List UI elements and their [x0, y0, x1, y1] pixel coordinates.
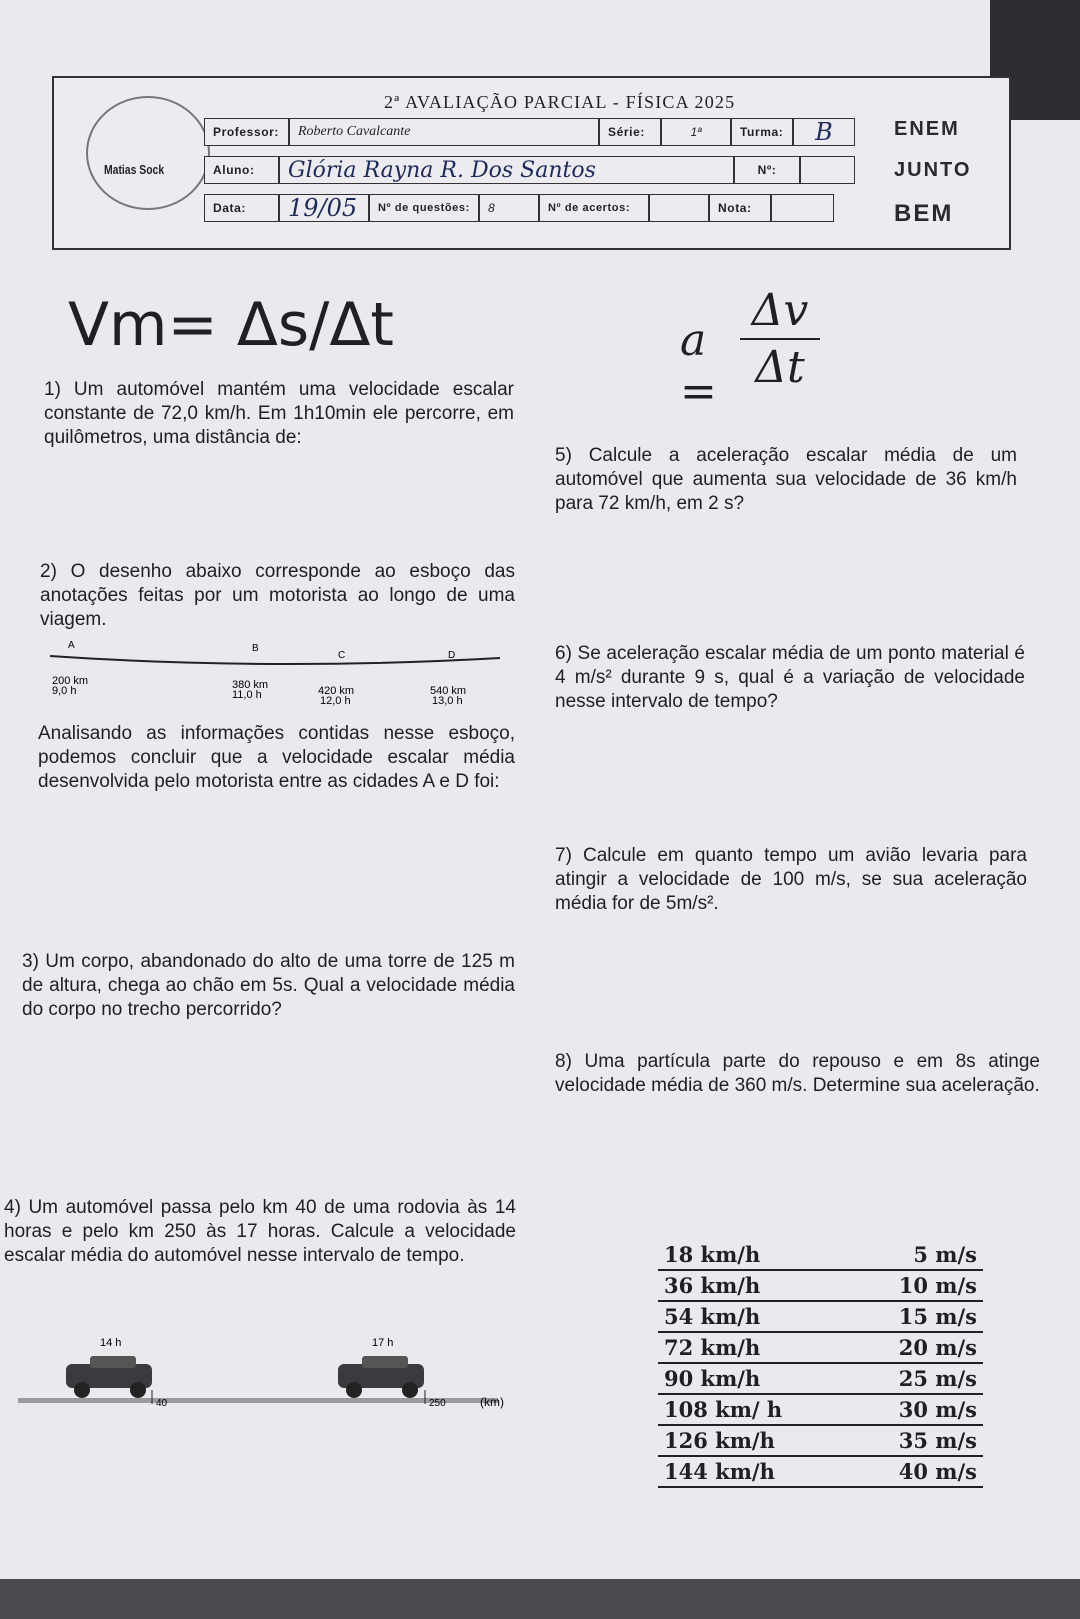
acceleration-formula-lhs: a =	[680, 315, 717, 417]
kmh-value: 90 km/h	[664, 1366, 761, 1391]
point-a-label: A	[68, 640, 75, 651]
conversion-row	[658, 1271, 983, 1302]
ms-value: 10 m/s	[898, 1273, 977, 1298]
point-c-time: 12,0 h	[320, 695, 351, 707]
question-8: 8) Uma partícula parte do repouso e em 8s atinge velocidade média de 360 m/s. Determine sua aceleração.	[555, 1051, 1040, 1096]
ms-value: 25 m/s	[898, 1366, 977, 1391]
conversion-table	[658, 1240, 983, 1488]
ms-value: 20 m/s	[898, 1335, 977, 1360]
logo-ring	[86, 96, 210, 210]
turma-label: Turma:	[731, 118, 793, 146]
header-row-professor	[204, 118, 855, 146]
car2-roof	[362, 1356, 408, 1368]
car2-wheel-rear	[346, 1382, 362, 1398]
car2-time: 17 h	[372, 1337, 394, 1349]
unit-label: (km)	[480, 1395, 504, 1409]
ms-value: 30 m/s	[898, 1397, 977, 1422]
point-b-km: 380 km	[232, 679, 269, 691]
car1-wheel-rear	[74, 1382, 90, 1398]
car-diagram-svg	[0, 1332, 530, 1412]
conversion-row	[658, 1364, 983, 1395]
kmh-value: 108 km/ h	[664, 1397, 783, 1422]
ms-value: 5 m/s	[913, 1242, 977, 1267]
car2-wheel-front	[402, 1382, 418, 1398]
car-diagram	[0, 1332, 530, 1412]
acertos-label: Nº de acertos:	[539, 194, 649, 222]
fraction-bar	[740, 338, 820, 340]
turma-value: B	[793, 118, 855, 146]
question-3: 3) Um corpo, abandonado do alto de uma torre de 125 m de altura, chega ao chão em 5s. Qual a velocidade média do corpo no trecho percorrido?	[22, 951, 515, 1020]
conversion-row	[658, 1240, 983, 1271]
slogan-word-2: JUNTO	[894, 159, 972, 181]
serie-value: 1ª	[661, 118, 731, 146]
acceleration-fraction	[740, 285, 820, 393]
point-b-label: B	[252, 643, 259, 654]
km1-label: 40	[156, 1398, 168, 1409]
acceleration-denominator: Δt	[755, 342, 805, 393]
trip-sketch	[40, 636, 510, 716]
point-c-label: C	[338, 650, 346, 661]
data-label: Data:	[204, 194, 279, 222]
road-strip	[18, 1398, 498, 1403]
nota-value	[771, 194, 834, 222]
road-line	[50, 656, 500, 664]
aluno-value: Glória Rayna R. Dos Santos	[279, 156, 734, 184]
slogan-word-3: BEM	[894, 200, 954, 227]
aluno-label: Aluno:	[204, 156, 279, 184]
numero-label: Nº:	[734, 156, 800, 184]
car1-time: 14 h	[100, 1337, 122, 1349]
kmh-value: 18 km/h	[664, 1242, 761, 1267]
question-2-continuation: Analisando as informações contidas nesse esboço, podemos concluir que a velocidade escalar média desenvolvida pelo motorista entre as cidades A e D foi:	[38, 723, 515, 792]
question-6: 6) Se aceleração escalar média de um ponto material é 4 m/s² durante 9 s, qual é a variação de velocidade nesse intervalo de tempo?	[555, 643, 1025, 712]
questoes-label: Nº de questões:	[369, 194, 479, 222]
kmh-value: 54 km/h	[664, 1304, 761, 1329]
header-row-aluno	[204, 156, 855, 184]
question-7: 7) Calcule em quanto tempo um avião levaria para atingir a velocidade de 100 m/s, se sua aceleração média for de 5m/s².	[555, 845, 1027, 914]
school-logo	[64, 92, 234, 207]
km2-label: 250	[429, 1398, 446, 1409]
question-5: 5) Calcule a aceleração escalar média de um automóvel que aumenta sua velocidade de 36 km/h para 72 km/h, em 2 s?	[555, 445, 1017, 514]
conversion-row	[658, 1302, 983, 1333]
point-a-time: 9,0 h	[52, 685, 77, 697]
kmh-value: 126 km/h	[664, 1428, 775, 1453]
ms-value: 40 m/s	[898, 1459, 977, 1484]
logo-text: Matias Sock	[104, 162, 165, 177]
professor-value: Roberto Cavalcante	[289, 118, 599, 146]
nota-label: Nota:	[709, 194, 771, 222]
acceleration-numerator: Δv	[751, 285, 809, 336]
trip-sketch-svg	[40, 636, 510, 716]
numero-value	[800, 156, 855, 184]
questoes-value: 8	[479, 194, 539, 222]
point-a-km: 200 km	[52, 675, 89, 687]
serie-label: Série:	[599, 118, 661, 146]
point-d-label: D	[448, 650, 456, 661]
question-1: 1) Um automóvel mantém uma velocidade escalar constante de 72,0 km/h. Em 1h10min ele percorre, em quilômetros, uma distância de:	[44, 379, 514, 448]
car1-roof	[90, 1356, 136, 1368]
point-d-time: 13,0 h	[432, 695, 463, 707]
conversion-row	[658, 1333, 983, 1364]
data-value: 19/05	[279, 194, 369, 222]
ms-value: 35 m/s	[898, 1428, 977, 1453]
point-d-km: 540 km	[430, 685, 467, 697]
professor-label: Professor:	[204, 118, 289, 146]
slogan-word-1: ENEM	[894, 118, 960, 140]
point-c-km: 420 km	[318, 685, 355, 697]
exam-title: 2ª AVALIAÇÃO PARCIAL - FÍSICA 2025	[384, 92, 736, 112]
point-b-time: 11,0 h	[232, 689, 262, 701]
kmh-value: 144 km/h	[664, 1459, 775, 1484]
average-velocity-formula: Vm= Δs/Δt	[68, 290, 394, 360]
question-2: 2) O desenho abaixo corresponde ao esboço das anotações feitas por um motorista ao longo de uma viagem.	[40, 561, 515, 630]
side-slogan	[894, 118, 1004, 246]
conversion-row	[658, 1395, 983, 1426]
car1-wheel-front	[130, 1382, 146, 1398]
ms-value: 15 m/s	[898, 1304, 977, 1329]
conversion-row	[658, 1426, 983, 1457]
background-bottom	[0, 1579, 1080, 1619]
conversion-row	[658, 1457, 983, 1488]
kmh-value: 36 km/h	[664, 1273, 761, 1298]
question-4: 4) Um automóvel passa pelo km 40 de uma rodovia às 14 horas e pelo km 250 às 17 horas. Calcule a velocidade escalar média do automóvel nesse intervalo de tempo.	[4, 1197, 516, 1266]
header-row-data	[204, 194, 834, 222]
acertos-value	[649, 194, 709, 222]
kmh-value: 72 km/h	[664, 1335, 761, 1360]
exam-header	[52, 76, 1011, 250]
